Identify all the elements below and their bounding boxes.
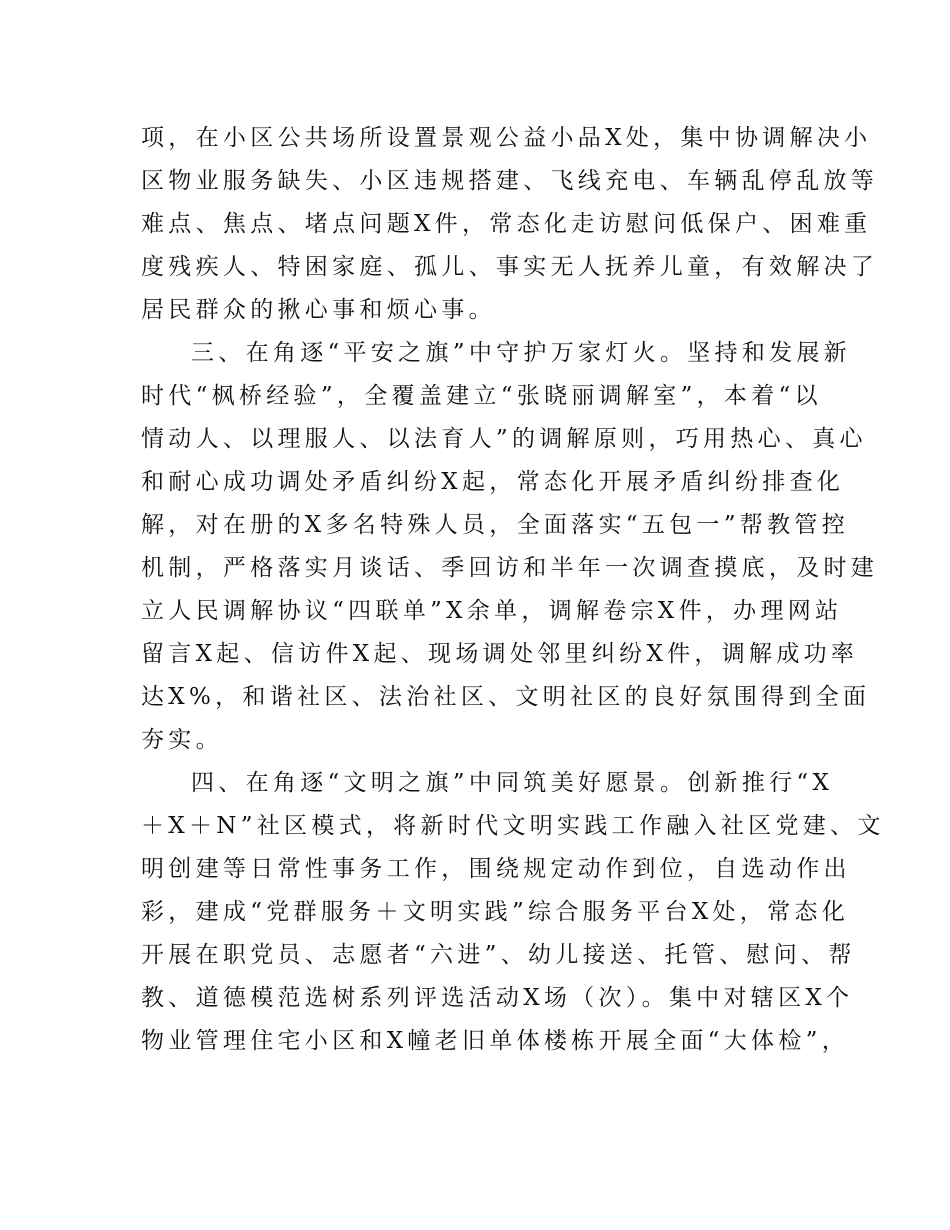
text-line: 三、在角逐“平安之旗”中守护万家灯火。坚持和发展新	[191, 340, 852, 366]
text-line: 达X%，和谐社区、法治社区、文明社区的良好氛围得到全面	[141, 684, 871, 710]
text-line: 夯实。	[141, 727, 223, 753]
paragraph-2	[141, 332, 879, 762]
text-line: 和耐心成功调处矛盾纠纷X起，常态化开展矛盾纠纷排查化	[141, 469, 845, 495]
paragraph-3	[141, 762, 885, 1063]
text-line: 情动人、以理服人、以法育人”的调解原则，巧用热心、真心	[141, 426, 867, 452]
text-line: 开展在职党员、志愿者“六进”、幼儿接送、托管、慰问、帮	[141, 942, 856, 968]
text-line: 四、在角逐“文明之旗”中同筑美好愿景。创新推行“X	[191, 770, 834, 796]
text-line: 明创建等日常性事务工作，围绕规定动作到位，自选动作出	[141, 856, 851, 882]
text-line: 项，在小区公共场所设置景观公益小品X处，集中协调解决小	[141, 125, 872, 151]
text-line: 难点、焦点、堵点问题X件，常态化走访慰问低保户、困难重	[141, 211, 872, 237]
text-line: 区物业服务缺失、小区违规搭建、飞线充电、车辆乱停乱放等	[141, 168, 879, 194]
text-line: 物业管理住宅小区和X幢老旧单体楼栋开展全面“大体检”，	[141, 1028, 849, 1054]
text-line: 时代“枫桥经验”，全覆盖建立“张晓丽调解室”，本着“以	[141, 383, 822, 409]
text-line: 居民群众的揪心事和烦心事。	[141, 297, 496, 323]
text-line: 立人民调解协议“四联单”X余单，调解卷宗X件，办理网站	[141, 598, 843, 624]
text-line: 解，对在册的X多名特殊人员，全面落实“五包一”帮教管控	[141, 512, 849, 538]
text-line: 留言X起、信访件X起、现场调处邻里纠纷X件，调解成功率	[141, 641, 859, 667]
paragraph-1	[141, 117, 879, 332]
text-line: 度残疾人、特困家庭、孤儿、事实无人抚养儿童，有效解决了	[141, 254, 879, 280]
text-line: ＋X＋N”社区模式，将新时代文明实践工作融入社区党建、文	[141, 813, 885, 839]
text-line: 机制，严格落实月谈话、季回访和半年一次调查摸底，及时建	[141, 555, 879, 581]
text-line: 教、道德模范选树系列评选活动X场（次）。集中对辖区X个	[141, 985, 854, 1011]
text-line: 彩，建成“党群服务＋文明实践”综合服务平台X处，常态化	[141, 899, 849, 925]
document-body	[141, 117, 885, 1063]
